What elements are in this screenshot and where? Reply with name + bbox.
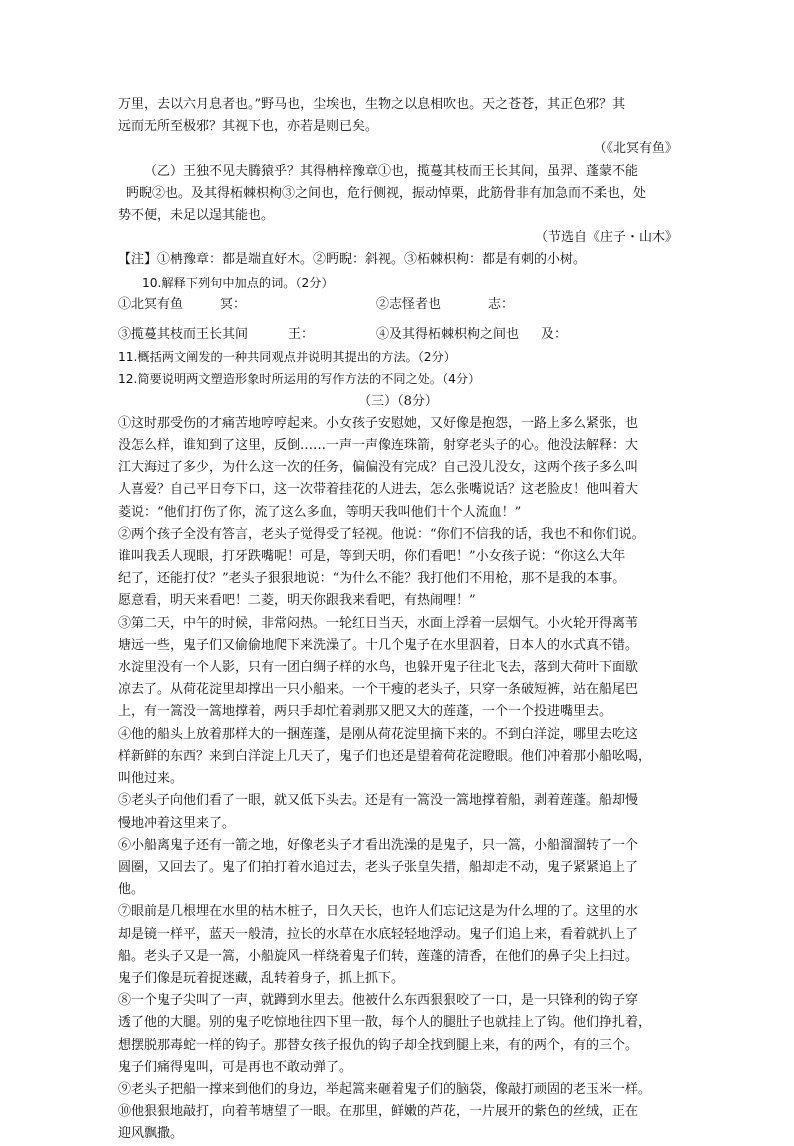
story-line: ⑧一个鬼子尖叫了一声，就蹲到水里去。他被什么东西狠狠咬了一口，是一只锋利的钩子穿 xyxy=(118,993,639,1009)
story-line: 叫他过来。 xyxy=(118,771,184,787)
q10-word: 冥： xyxy=(220,296,247,312)
story-line: 人喜爱？自己平日夸下口，这一次带着挂花的人进去，怎么张嘴说话？这老脸皮！他叫着大 xyxy=(118,482,639,498)
question-10-row xyxy=(118,294,678,316)
story-line: 船。老头子又是一篙，小船旋风一样绕着鬼子们转，莲蓬的清香，在他们的鼻子尖上扫过。 xyxy=(118,948,639,964)
story-line: 愿意看，明天来看吧！二菱，明天你跟我来看吧，有热闹哩！” xyxy=(118,593,476,609)
passage-a-line: 远而无所至极邪？其视下也，亦若是则已矣。 xyxy=(118,119,379,135)
story-text xyxy=(118,413,678,1146)
story-line: 迎风飘撒。 xyxy=(118,1126,184,1142)
question-12: 12.简要说明两文塑造形象时所运用的写作方法的不同之处。（4分） xyxy=(118,372,481,387)
story-line: ⑨老头子把船一撑来到他们的身边，举起篙来砸着鬼子们的脑袋，像敲打顽固的老玉米一样。 xyxy=(118,1081,652,1097)
story-line: 却是镜一样平，蓝天一般清，拉长的水草在水底轻轻地浮动。鬼子们追上来，看着就扒上了 xyxy=(118,926,639,942)
question-10: 10.解释下列句中加点的词。（2分） xyxy=(142,275,334,290)
passage-a-source: （《北冥有鱼》 xyxy=(593,141,678,157)
story-line: ③第二天，中午的时候，非常闷热。一轮红日当天，水面上浮着一层烟气。小火轮开得离苇 xyxy=(118,615,639,631)
story-line: ⑦眼前是几根埋在水里的枯木桩子，日久天长，也许人们忘记这是为什么埋的了。这里的水 xyxy=(118,904,639,920)
story-line: 透了他的大腿。别的鬼子吃惊地往四下里一散，每个人的腿肚子也就挂上了钩。他们挣扎着， xyxy=(118,1015,652,1031)
q10-word: 志： xyxy=(488,296,515,312)
story-line: 谁叫我丢人现眼，打牙跌嘴呢！可是，等到天明，你们看吧！”小女孩子说：“你这么大年 xyxy=(118,549,626,565)
story-line: ⑥小船离鬼子还有一箭之地，好像老头子才看出洗澡的是鬼子，只一篙，小船溜溜转了一个 xyxy=(118,837,639,853)
story-line: ⑤老头子向他们看了一眼，就又低下头去。还是有一篙没一篙地撑着船，剥着莲蓬。船却慢 xyxy=(118,793,639,809)
story-line: 纪了，还能打仗？”老头子狠狠地说：“为什么不能？我打他们不用枪，那不是我的本事。 xyxy=(118,571,626,587)
story-line: 江大海过了多少，为什么这一次的任务，偏偏没有完成？自己没儿没女，这两个孩子多么叫 xyxy=(118,460,639,476)
story-line: 想摆脱那毒蛇一样的钩子。那替女孩子报仇的钩子却全找到腿上来，有的两个，有的三个。 xyxy=(118,1037,639,1053)
story-line: 鬼子们像是玩着捉迷藏，乱转着身子，抓上抓下。 xyxy=(118,970,405,986)
question-11: 11.概括两文阐发的一种共同观点并说明其提出的方法。（2分） xyxy=(118,350,456,365)
q10-phrase: ②志怪者也 xyxy=(376,296,442,312)
passage-b-line: 势不便，未足以逞其能也。 xyxy=(118,208,275,224)
question-10-row xyxy=(118,324,678,346)
story-line: 菱说：“他们打伤了你，流了这么多血，等明天我叫他们十个人流血！” xyxy=(118,504,522,520)
section-3-title: （三）（8分） xyxy=(358,393,438,409)
passage-a-line: 万里，去以六月息者也。”野马也，尘埃也，生物之以息相吹也。天之苍苍，其正色邪？其 xyxy=(118,97,626,112)
story-line: 鬼子们痛得鬼叫，可是再也不敢动弹了。 xyxy=(118,1059,353,1075)
story-line: ②两个孩子全没有答言，老头子觉得受了轻视。他说：“你们不信我的话，我也不和你们说。 xyxy=(118,526,645,542)
story-line: ①这时那受伤的才痛苦地哼哼起来。小女孩子安慰她，又好像是抱怨，一路上多么紧张，也 xyxy=(118,415,639,431)
story-line: 塘远一些，鬼子们又偷偷地爬下来洗澡了。十几个鬼子在水里泅着，日本人的水式真不错。 xyxy=(118,637,639,653)
q10-phrase: ③揽蔓其枝而王长其间 xyxy=(118,327,249,343)
story-line: 慢地冲着这里来了。 xyxy=(118,815,236,831)
story-line: 没怎么样，谁知到了这里，反倒……一声一声像连珠箭，射穿老头子的心。他没法解释：大 xyxy=(118,438,639,454)
passage-b-source: （节选自《庄子・山木》 xyxy=(534,230,678,246)
document-page xyxy=(118,94,678,1146)
passage-b-line: （乙）王独不见夫腾猿乎？其得柟梓豫章①也，揽蔓其枝而王长其间，虽羿、蓬蒙不能 xyxy=(144,163,639,179)
story-line: ④他的船头上放着那样大的一捆莲蓬，是刚从荷花淀里摘下来的。不到白洋淀，哪里去吃这 xyxy=(118,726,639,742)
story-line: 水淀里没有一个人影，只有一团白绸子样的水鸟，也躲开鬼子往北飞去，落到大荷叶下面歇 xyxy=(118,660,639,676)
story-line: 凉去了。从荷花淀里却撑出一只小船来。一个干瘦的老头子，只穿一条破短裤，站在船尾巴 xyxy=(118,682,639,698)
passage-b-line: 眄睨②也。及其得柘棘枳枸③之间也，危行侧视，振动悼栗，此筋骨非有加急而不柔也，处 xyxy=(126,185,647,201)
story-line: 上，有一篙没一篙地撑着，两只手却忙着剥那又肥又大的莲蓬，一个一个投进嘴里去。 xyxy=(118,704,613,720)
annotation-note: 【注】①柟豫章：都是端直好木。②眄睨：斜视。③柘棘枳枸：都是有刺的小树。 xyxy=(118,252,587,268)
q10-word: 及： xyxy=(541,327,568,343)
story-line: ⑩他狠狠地敲打，向着苇塘望了一眼。在那里，鲜嫩的芦花，一片展开的紫色的丝绒，正在 xyxy=(118,1104,639,1120)
story-line: 圆圈，又回去了。鬼了们拍打着水追过去，老头子张皇失措，船却走不动，鬼子紧紧追上了 xyxy=(118,859,639,875)
story-line: 样新鲜的东西？来到白洋淀上几天了，鬼子们也还是望着荷花淀瞪眼。他们冲着那小船吆喝， xyxy=(118,748,652,764)
story-line: 他。 xyxy=(118,882,145,898)
q10-phrase: ④及其得柘棘枳枸之间也 xyxy=(376,327,520,343)
q10-phrase: ①北冥有鱼 xyxy=(118,296,184,312)
q10-word: 王： xyxy=(288,327,315,343)
